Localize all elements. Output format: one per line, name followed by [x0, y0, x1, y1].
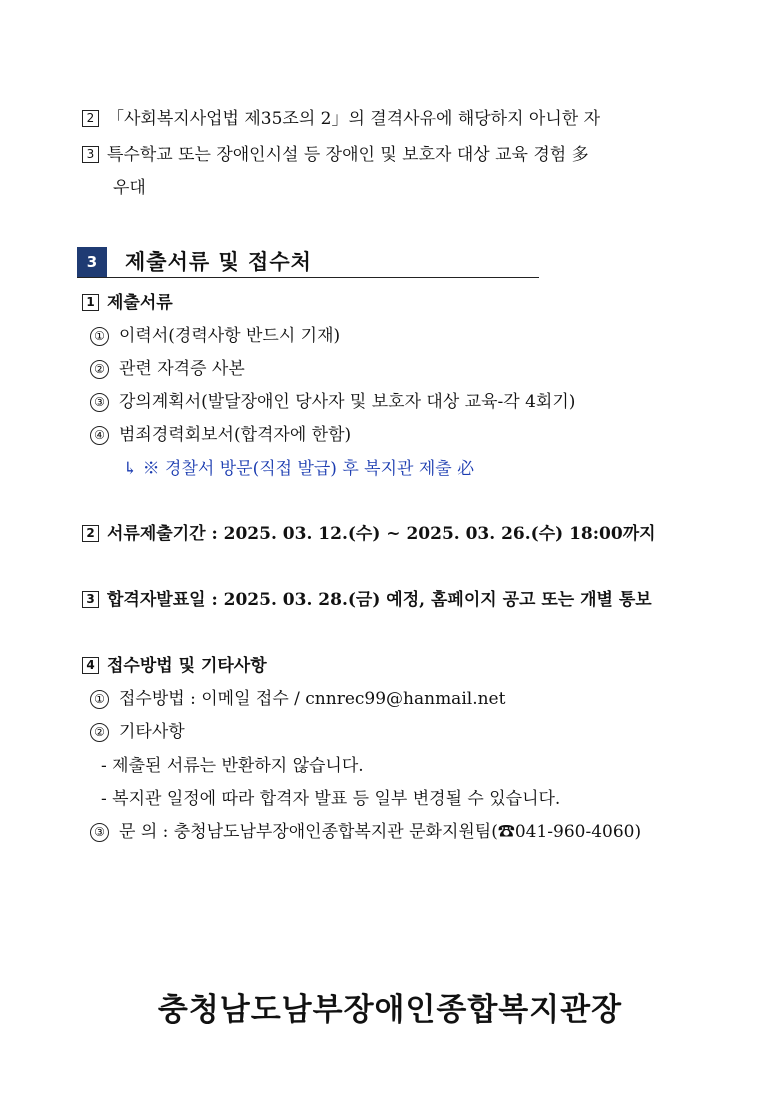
subsection-number-box: 4 [82, 657, 99, 674]
document-item [90, 424, 351, 446]
document-item [90, 325, 340, 347]
submission-period [82, 523, 656, 545]
subsection-title: 접수방법 및 기타사항 [107, 656, 267, 676]
circled-number: ③ [90, 393, 109, 412]
qualification-text: 특수학교 또는 장애인시설 등 장애인 및 보호자 대상 교육 경험 多 [107, 145, 589, 165]
circled-number: ② [90, 360, 109, 379]
document-text: 강의계획서(발달장애인 당사자 및 보호자 대상 교육-각 4회기) [119, 392, 576, 412]
circled-number: ③ [90, 823, 109, 842]
qualification-text: 우대 [113, 178, 146, 198]
section-number-badge: 3 [77, 247, 107, 277]
circled-number: ① [90, 690, 109, 709]
qualification-item-2 [82, 108, 600, 130]
organization-signature: 충청남도남부장애인종합복지관장 [157, 992, 623, 1028]
submission-method [90, 688, 505, 710]
qualification-item-3-cont [113, 177, 146, 199]
document-text: 관련 자격증 사본 [119, 359, 245, 379]
announcement-date [82, 589, 652, 611]
subsection-number-box: 3 [82, 591, 99, 608]
submission-method-text: 접수방법 : 이메일 접수 / cnnrec99@hanmail.net [119, 689, 506, 709]
police-office-note: ↳ ※ 경찰서 방문(직접 발급) 후 복지관 제출 必 [123, 459, 475, 479]
section-title: 제출서류 및 접수처 [125, 250, 312, 274]
document-item [90, 358, 245, 380]
item-number-box: 3 [82, 146, 99, 163]
item-number-box: 2 [82, 110, 99, 127]
etc-heading [90, 721, 185, 743]
etc-bullet: - 복지관 일정에 따라 합격자 발표 등 일부 변경될 수 있습니다. [101, 789, 561, 809]
subsection-method-heading [82, 655, 267, 677]
qualification-text: 「사회복지사업법 제35조의 2」의 결격사유에 해당하지 아니한 자 [107, 109, 600, 129]
subsection-documents-heading [82, 292, 173, 314]
qualification-item-3 [82, 144, 589, 166]
etc-bullet: - 제출된 서류는 반환하지 않습니다. [101, 756, 364, 776]
etc-text: 기타사항 [119, 722, 185, 742]
document-item [90, 391, 575, 413]
subsection-number-box: 2 [82, 525, 99, 542]
subsection-number-box: 1 [82, 294, 99, 311]
circled-number: ① [90, 327, 109, 346]
document-text: 범죄경력회보서(합격자에 한함) [119, 425, 352, 445]
announcement-text: 합격자발표일 : 2025. 03. 28.(금) 예정, 홈페이지 공고 또는 개별 통보 [107, 590, 652, 610]
circled-number: ④ [90, 426, 109, 445]
document-text: 이력서(경력사항 반드시 기재) [119, 326, 341, 346]
subsection-title: 제출서류 [107, 293, 173, 313]
contact-text: 문 의 : 충청남도남부장애인종합복지관 문화지원팀(☎041-960-4060) [119, 822, 642, 842]
submission-period-text: 서류제출기간 : 2025. 03. 12.(수) ~ 2025. 03. 26.(수) 18:00까지 [107, 524, 656, 544]
section-underline [77, 277, 539, 278]
circled-number: ② [90, 723, 109, 742]
contact-info [90, 821, 641, 843]
